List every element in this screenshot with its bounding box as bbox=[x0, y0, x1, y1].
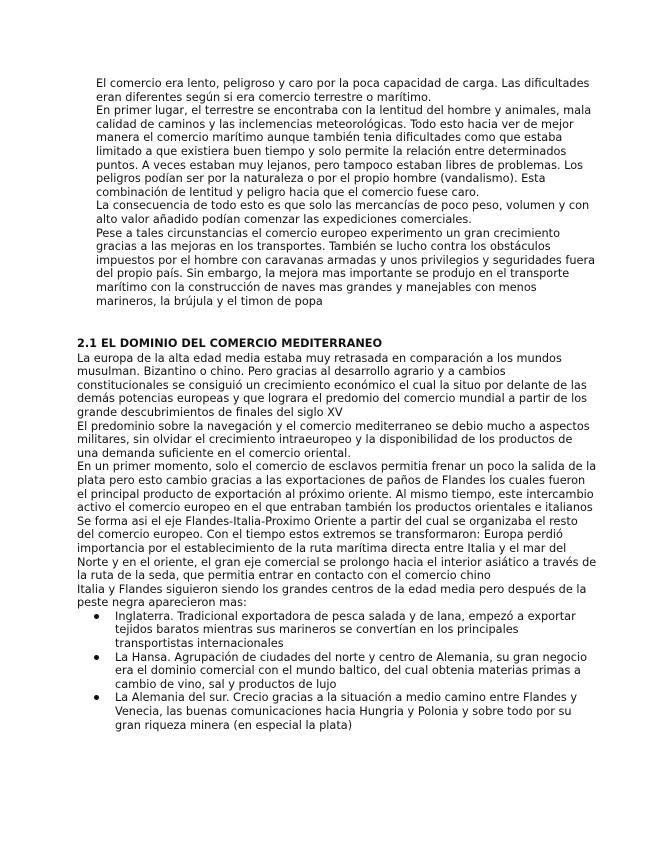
intro-block bbox=[96, 77, 596, 308]
intro-paragraph: Pese a tales circunstancias el comercio europeo experimento un gran crecimiento gracias a las mejoras en los transportes. También se lucho contra los obstáculos impuestos por el hombre con caravanas armadas y unos privilegios y seguridades fuera del propio país. Sin embargo, la mejora mas importante se produjo en el transporte marítimo con la construcción de naves mas grandes y manejables con menos marineros, la brújula y el timon de popa bbox=[96, 226, 596, 308]
section-mediterraneo bbox=[77, 337, 597, 732]
list-item: La Alemania del sur. Crecio gracias a la situación a medio camino entre Flandes y Venecia, las buenas comunicaciones hacia Hungria y Polonia y sobre todo por su gran riqueza minera (en especial la plata) bbox=[115, 691, 597, 732]
intro-paragraph: El comercio era lento, peligroso y caro por la poca capacidad de carga. Las dificultades eran diferentes según si era comercio terrestre o marítimo. bbox=[96, 77, 590, 104]
section-paragraph: En un primer momento, solo el comercio de esclavos permitia frenar un poco la salida de la plata pero esto cambio gracias a las exportaciones de paños de Flandes los cuales fueron el principal producto de exportación al próximo oriente. Al mismo tiempo, este intercambio activo el comercio europeo en el que entraban también los productos orientales e italianos bbox=[77, 460, 597, 515]
section-paragraph: Se forma asi el eje Flandes-Italia-Proximo Oriente a partir del cual se organizaba el resto del comercio europeo. Con el tiempo estos extremos se transformaron: Europa perdió importancia por el establecimiento de la ruta marítima directa entre Italia y el mar del Norte y en el oriente, el gran eje comercial se prolongo hacia el interior asiático a través de la ruta de la seda, que permitia entrar en contacto con el comercio chino bbox=[77, 514, 597, 583]
section-heading: 2.1 EL DOMINIO DEL COMERCIO MEDITERRANEO bbox=[77, 337, 383, 350]
list-item: La Hansa. Agrupación de ciudades del norte y centro de Alemania, su gran negocio era el dominio comercial con el mundo baltico, del cual obtenia materias primas a cambio de vino, sal y productos de lujo bbox=[115, 651, 597, 692]
section-paragraph: La europa de la alta edad media estaba muy retrasada en comparación a los mundos musulman. Bizantino o chino. Pero gracias al desarrollo agrario y a cambios constitucionales se consiguió un crecimiento económico el cual la situo por delante de las demás potencias europeas y que lograra el predomio del comercio mundial a partir de los grande descubrimientos de finales del siglo XV bbox=[77, 351, 588, 419]
intro-paragraph: En primer lugar, el terrestre se encontraba con la lentitud del hombre y animales, mala calidad de caminos y las inclemencias meteorológicas. Todo esto hacia ver de mejor manera el comercio marítimo aunque también tenia dificultades como que estaba limitado a que existiera buen tiempo y solo permite la relación entre determinados puntos. A veces estaban muy lejanos, pero tampoco estaban libres de problemas. Los peligros podían ser por la naturaleza o por el propio hombre (vandalismo). Esta combinación de lentitud y peligro hacia que el comercio fuese caro. bbox=[96, 104, 592, 199]
centers-list bbox=[77, 610, 597, 732]
list-item: Inglaterra. Tradicional exportadora de pesca salada y de lana, empezó a exportar tejidos baratos mientras sus marineros se convertían en los principales transportistas internacionales bbox=[115, 610, 597, 651]
section-paragraph: El predominio sobre la navegación y el comercio mediterraneo se debio mucho a aspectos militares, sin olvidar el crecimiento intraeuropeo y la disponibilidad de los productos de una demanda suficiente en el comercio oriental. bbox=[77, 419, 590, 460]
section-paragraph: Italia y Flandes siguieron siendo los grandes centros de la edad media pero después de la peste negra aparecieron mas: bbox=[77, 582, 587, 610]
intro-paragraph: La consecuencia de todo esto es que solo las mercancías de poco peso, volumen y con alto valor añadido podían comenzar las expediciones comerciales. bbox=[96, 199, 590, 226]
